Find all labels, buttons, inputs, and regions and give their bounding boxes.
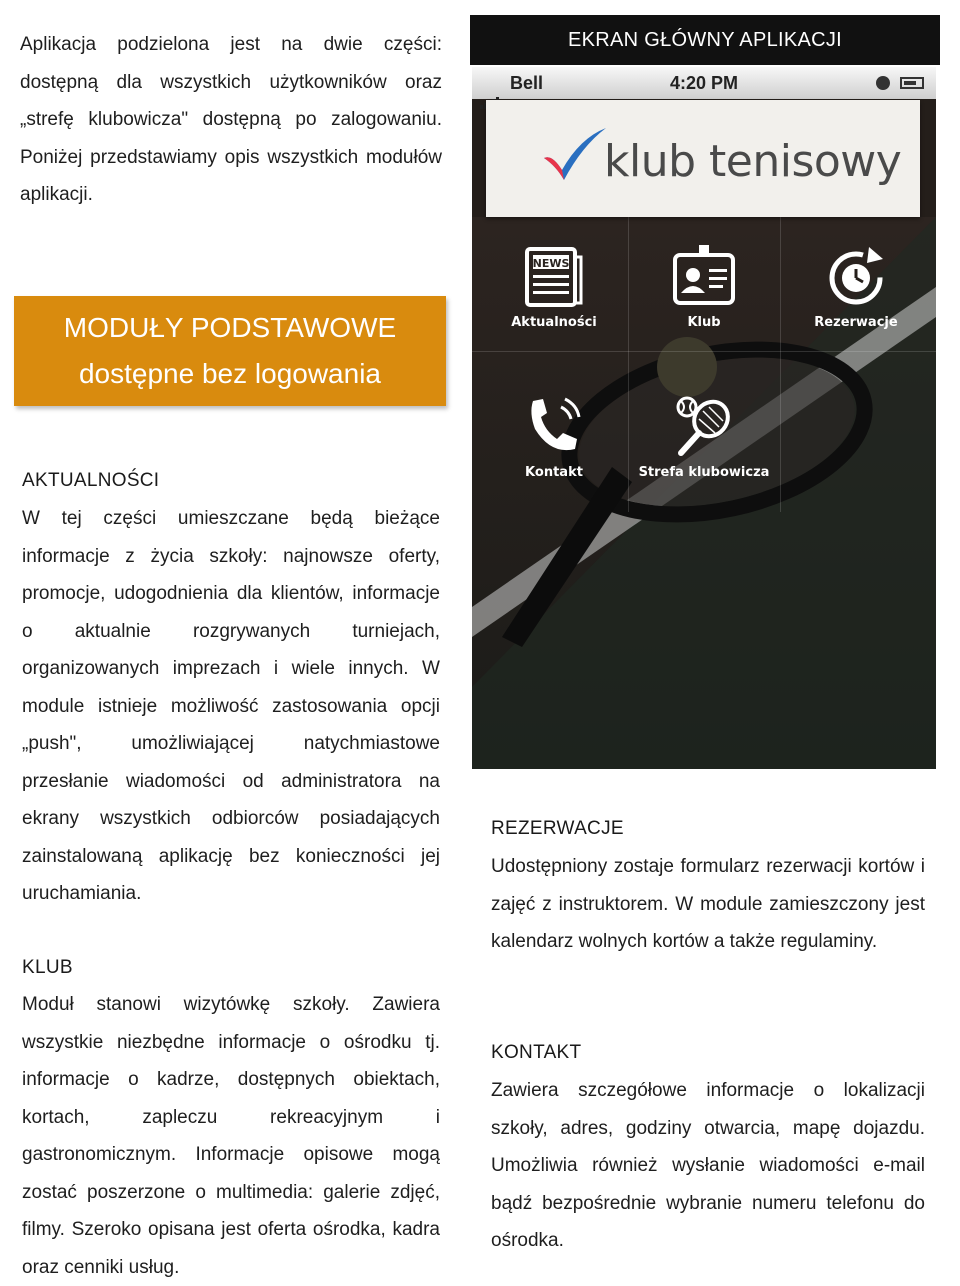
status-bar [472, 67, 936, 99]
phone-icon [521, 393, 587, 459]
newspaper-icon [521, 243, 587, 309]
section-text-kontakt: Zawiera szczegółowe informacje o lokalizacji szkoły, adres, godziny otwarcia, mapę dojazdu. Umożliwia również wysłanie wiadomości e-mail bądź bezpośrednie wybranie numeru telefonu do ośrodka. [491, 1080, 925, 1251]
tile-kontakt[interactable] [484, 393, 624, 480]
section-text-aktualnosci: W tej części umieszczane będą bieżące informacje z życia szkoły: najnowsze oferty, promocje, udogodnienia dla klientów, informacje o aktualnie rozgrywanych turniejach, organizowanych imprezach i wiele innych. W module istnieje możliwość zastosowania opcji „push", umożliwiającej natychmiastowe przesłanie wiadomości od administratora na ekrany wszystkich odbiorców posiadających zainstalowaną aplikację bez konieczności jej uruchamiania. [22, 508, 440, 904]
tile-label: Kontakt [525, 465, 583, 480]
tile-label: Aktualności [511, 315, 597, 330]
section-title-rezerwacje: REZERWACJE [491, 818, 624, 839]
logo-text: klub tenisowy [604, 136, 902, 187]
id-badge-icon [671, 243, 737, 309]
clock-refresh-icon [823, 243, 889, 309]
tile-label: Klub [687, 315, 721, 330]
section-text-rezerwacje: Udostępniony zostaje formularz rezerwacji kortów i zajęć z instruktorem. W module zamieszczony jest kalendarz wolnych kortów a także regulaminy. [491, 856, 925, 952]
badge-subtitle: dostępne bez logowania [78, 358, 381, 389]
phone-screenshot [472, 67, 936, 769]
section-title-klub: KLUB [22, 957, 73, 978]
tile-klub[interactable] [634, 243, 774, 330]
tile-label: Rezerwacje [814, 315, 898, 330]
status-time: 4:20 PM [669, 73, 739, 93]
checkmark-logo-icon [540, 124, 610, 184]
carrier-name: Bell [510, 73, 544, 93]
section-title-kontakt: KONTAKT [491, 1042, 582, 1063]
battery-icon [900, 77, 924, 89]
section-text-klub: Moduł stanowi wizytówkę szkoły. Zawiera wszystkie niezbędne informacje o ośrodku tj. informacje o kadrze, dostępnych obiektach, kortach, zapleczu rekreacyjnym i gastronomicznym. Informacje opisowe mogą zostać poszerzone o multimedia: galerie zdjęć, filmy. Szeroko opisana jest oferta ośrodka, kadra oraz cenniki usług. [22, 994, 440, 1278]
section-title-aktualnosci: AKTUALNOŚCI [22, 470, 160, 491]
screen-header: EKRAN GŁÓWNY APLIKACJI [470, 15, 940, 65]
news-icon-text: NEWS [532, 257, 570, 270]
tile-aktualnosci[interactable] [484, 243, 624, 330]
alarm-icon [876, 76, 890, 90]
tile-label: Strefa klubowicza [638, 465, 770, 480]
modules-badge [14, 296, 446, 406]
tile-rezerwacje[interactable] [786, 243, 926, 330]
logo-banner [486, 100, 920, 217]
tile-strefa-klubowicza[interactable] [634, 393, 774, 480]
tennis-racket-icon [671, 393, 737, 459]
intro-text: Aplikacja podzielona jest na dwie części: dostępną dla wszystkich użytkowników oraz „strefę klubowicza" dostępną po zalogowaniu. Poniżej przedstawiamy opis wszystkich modułów aplikacji. [20, 34, 442, 205]
badge-title: MODUŁY PODSTAWOWE [63, 312, 397, 343]
